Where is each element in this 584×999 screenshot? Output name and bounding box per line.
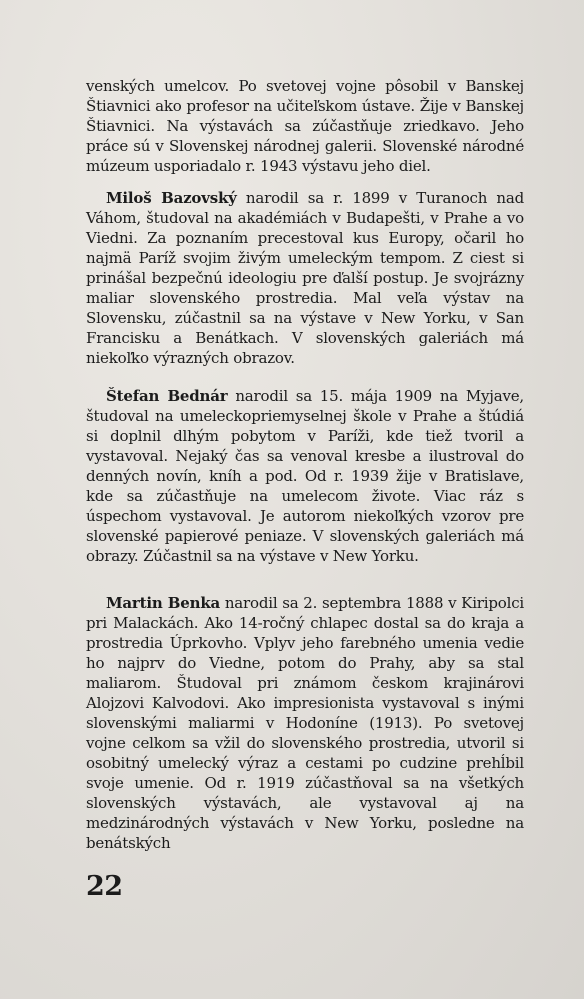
artist-name: Martin Benka xyxy=(106,594,221,612)
paragraph-text: venských umelcov. Po svetovej vojne pôsobil v Banskej Štiavnici ako profesor na učiteľskom ústave. Žije v Banskej Štiavnici. Na výstavách sa zúčastňuje zriedkavo. Jeho práce sú v Slovenskej národnej galerii. Slovenské národné múzeum usporiadalo r. 1943 výstavu jeho diel. xyxy=(86,77,524,175)
paragraph-benka xyxy=(86,593,524,853)
paragraph-bednar xyxy=(86,386,524,566)
page-number: 22 xyxy=(86,871,123,902)
paragraph-continuation xyxy=(86,76,524,176)
artist-name: Miloš Bazovský xyxy=(106,189,237,207)
paragraph-bazovsky xyxy=(86,188,524,368)
paragraph-text: narodil sa 15. mája 1909 na Myjave, študoval na umeleckopriemyselnej škole v Prahe a štúdiá si doplnil dlhým pobytom v Paríži, kde tiež tvoril a vystavoval. Nejaký čas sa venoval kresbe a ilustroval do denných novín, kníh a pod. Od r. 1939 žije v Bratislave, kde sa zúčastňuje na umelecom živote. Viac ráz s úspechom vystavoval. Je autorom niekoľkých vzorov pre slovenské papierové peniaze. V slovenských galeriách má obrazy. Zúčastnil sa na výstave v New Yorku. xyxy=(86,387,524,565)
paragraph-text: narodil sa r. 1899 v Turanoch nad Váhom, študoval na akadémiách v Budapešti, v Prahe a vo Viedni. Za poznaním precestoval kus Europy, očaril ho najmä Paríž svojim živým umeleckým tempom. Z ciest si prinášal bezpečnú ideologiu pre ďalší postup. Je svojrázny maliar slovenského prostredia. Mal veľa výstav na Slovensku, zúčastnil sa na výstave v New Yorku, v San Francisku a Benátkach. V slovenských galeriách má niekoľko výrazných obrazov. xyxy=(86,189,525,367)
paragraph-text: narodil sa 2. septembra 1888 v Kiripolci pri Malackách. Ako 14-ročný chlapec dostal sa do kraja a prostredia Úprkovho. Vplyv jeho farebného umenia vedie ho najprv do Viedne, potom do Prahy, aby sa stal maliarom. Študoval pri známom českom krajinárovi Alojzovi Kalvodovi. Ako impresionista vystavoval s inými slovenskými maliarmi v Hodoníne (1913). Po svetovej vojne celkom sa vžil do slovenského prostredia, utvoril si osobitný umelecký výraz a cestami po cudzine prehĺbil svoje umenie. Od r. 1919 zúčastňoval sa na všetkých slovenských výstavách, ale vystavoval aj na medzinárodných výstavách v New Yorku, posledne na benátských xyxy=(86,594,524,852)
artist-name: Štefan Bednár xyxy=(106,387,228,405)
